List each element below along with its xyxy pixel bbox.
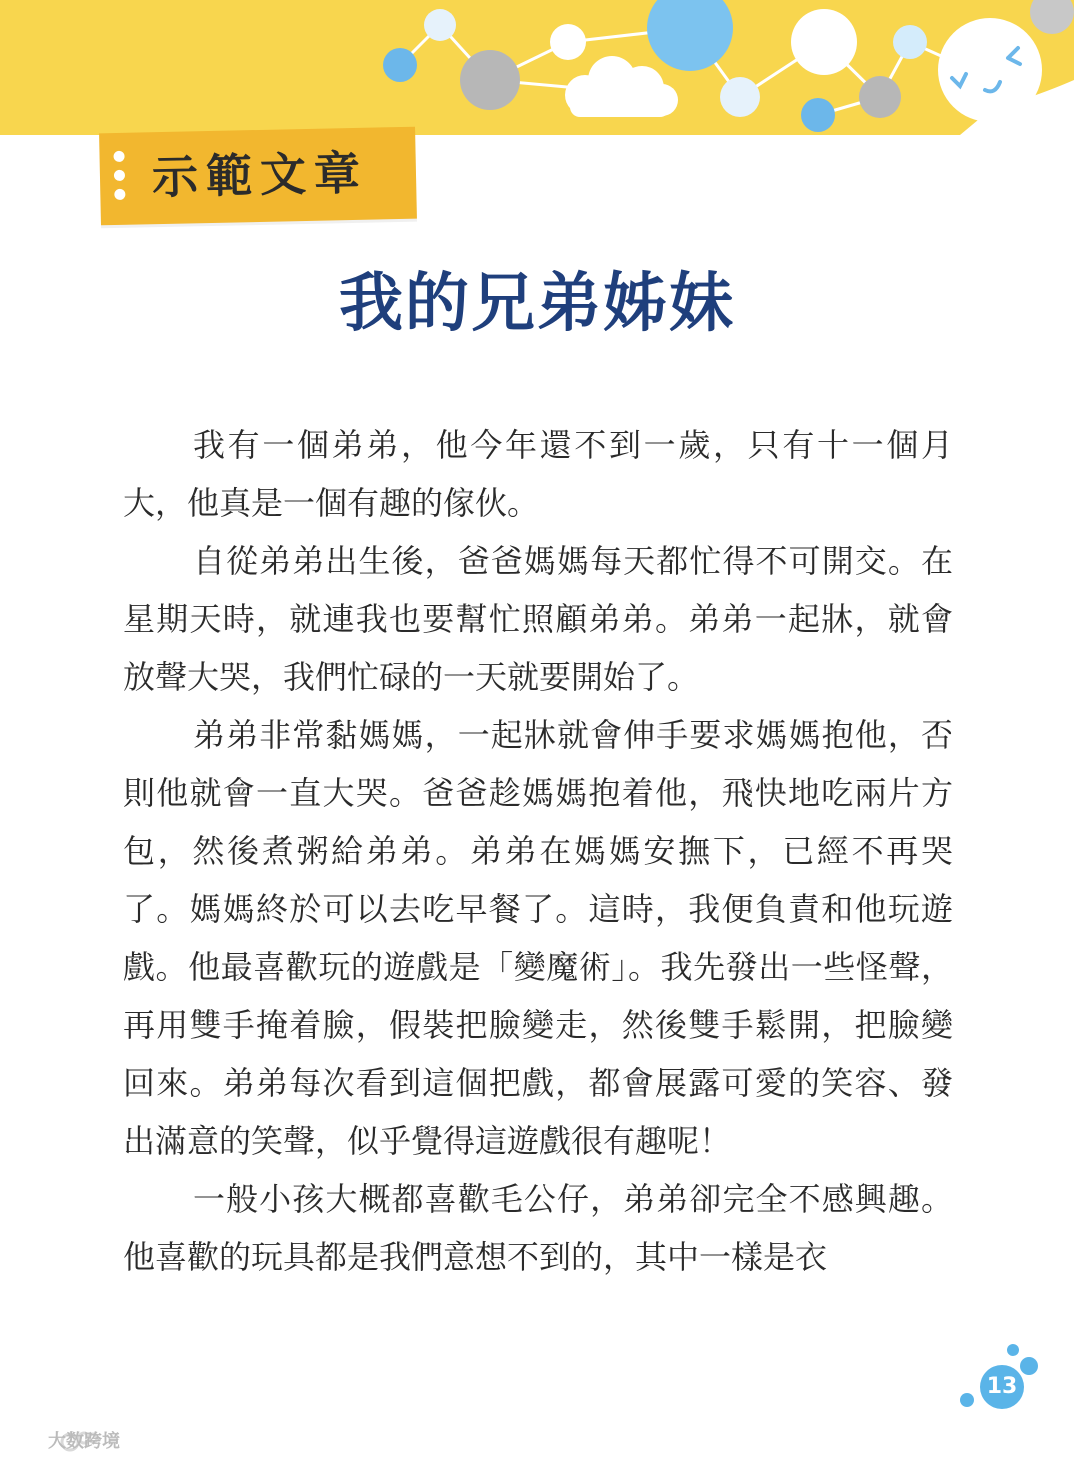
article-title: 我的兄弟姊妹	[339, 266, 735, 341]
section-tag-label: 示範文章	[151, 145, 369, 205]
top-banner	[0, 0, 1074, 135]
paragraph: 一般小孩大概都喜歡毛公仔，弟弟卻完全不感興趣。他喜歡的玩具都是我們意想不到的，其中一樣是衣	[123, 1180, 953, 1276]
paragraph: 弟弟非常黏媽媽，一起牀就會伸手要求媽媽抱他，否則他就會一直大哭。爸爸趁媽媽抱着他，飛快地吃兩片方包，然後煮粥給弟弟。弟弟在媽媽安撫下，已經不再哭了。媽媽終於可以去吃早餐了。這時，我便負責和他玩遊戲。他最喜歡玩的遊戲是「變魔術」。我先發出一些怪聲，再用雙手掩着臉，假裝把臉變走，然後雙手鬆開，把臉變回來。弟弟每次看到這個把戲，都會展露可愛的笑容、發出滿意的笑聲，似乎覺得這遊戲很有趣呢！	[123, 716, 953, 1160]
paragraph: 我有一個弟弟，他今年還不到一歲，只有十一個月大，他真是一個有趣的傢伙。	[123, 426, 953, 522]
section-tag	[99, 127, 417, 226]
page-number: 13	[986, 1374, 1018, 1399]
paragraph: 自從弟弟出生後，爸爸媽媽每天都忙得不可開交。在星期天時，就連我也要幫忙照顧弟弟。弟弟一起牀，就會放聲大哭，我們忙碌的一天就要開始了。	[123, 542, 953, 696]
article-body	[123, 416, 953, 1286]
tag-dots	[113, 151, 126, 208]
watermark-text: 大数跨境	[48, 1431, 120, 1452]
